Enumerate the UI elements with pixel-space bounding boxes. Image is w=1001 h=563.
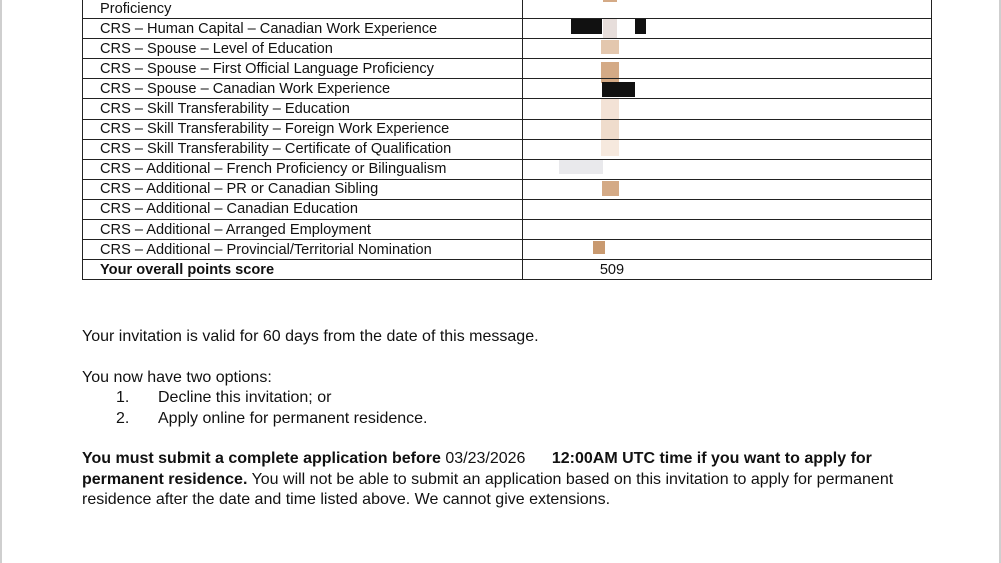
row-score-redacted xyxy=(523,119,932,139)
total-row xyxy=(83,260,932,280)
redaction-block xyxy=(602,82,635,97)
deadline-notice xyxy=(82,449,952,511)
row-score-redacted xyxy=(523,79,932,99)
redaction-block xyxy=(571,19,602,34)
table-row xyxy=(83,179,932,199)
row-label: CRS – Spouse – Canadian Work Experience xyxy=(83,79,523,99)
redaction-block xyxy=(559,160,603,174)
redaction-block xyxy=(635,19,646,34)
table-row xyxy=(83,240,932,260)
row-score-redacted xyxy=(523,59,932,79)
row-score-redacted xyxy=(523,99,932,119)
row-score-redacted xyxy=(523,39,932,59)
row-label: CRS – Additional – Provincial/Territorial Nomination xyxy=(83,240,523,260)
table-row xyxy=(83,19,932,39)
list-item-number: 2. xyxy=(116,409,130,427)
table-row xyxy=(83,39,932,59)
list-item xyxy=(82,388,428,409)
row-score-redacted xyxy=(523,19,932,39)
row-score-redacted xyxy=(523,0,932,19)
table-row xyxy=(83,0,932,19)
redaction-block xyxy=(601,40,619,54)
row-label: Proficiency xyxy=(83,0,523,19)
redaction-block xyxy=(603,0,617,2)
row-label: CRS – Skill Transferability – Foreign Work Experience xyxy=(83,119,523,139)
validity-notice: Your invitation is valid for 60 days from the date of this message. xyxy=(82,328,539,345)
row-label: CRS – Spouse – Level of Education xyxy=(83,39,523,59)
table-row xyxy=(83,79,932,99)
row-label: CRS – Skill Transferability – Education xyxy=(83,99,523,119)
page-edge-left xyxy=(0,0,2,563)
redaction-block xyxy=(601,99,619,119)
row-score-redacted xyxy=(523,240,932,260)
list-item xyxy=(82,409,428,430)
row-label: CRS – Additional – Canadian Education xyxy=(83,199,523,219)
row-label: CRS – Additional – French Proficiency or Bilingualism xyxy=(83,159,523,179)
table-row xyxy=(83,99,932,119)
table-row xyxy=(83,159,932,179)
redaction-block xyxy=(601,120,619,140)
redaction-block xyxy=(601,62,619,78)
row-label: CRS – Additional – PR or Canadian Sibling xyxy=(83,179,523,199)
table-row xyxy=(83,59,932,79)
row-score-redacted xyxy=(523,220,932,240)
table-row xyxy=(83,199,932,219)
deadline-bold-time: 12:00AM UTC time if you want to apply for permanent residence. xyxy=(82,450,872,488)
table-row xyxy=(83,119,932,139)
deadline-date: 03/23/2026 xyxy=(445,450,526,467)
row-label: CRS – Skill Transferability – Certificate of Qualification xyxy=(83,139,523,159)
total-score-value: 509 xyxy=(523,260,932,280)
total-label: Your overall points score xyxy=(83,260,523,280)
row-score-redacted xyxy=(523,159,932,179)
deadline-rest: You will not be able to submit an application based on this invitation to apply for permanent residence after the date and time listed above. We cannot give extensions. xyxy=(82,470,894,508)
redaction-block xyxy=(601,140,619,156)
table-row xyxy=(83,139,932,159)
row-label: CRS – Spouse – First Official Language Proficiency xyxy=(83,59,523,79)
row-score-redacted xyxy=(523,179,932,199)
table-row xyxy=(83,220,932,240)
row-score-redacted xyxy=(523,199,932,219)
crs-points-table xyxy=(82,0,932,280)
deadline-bold-start: You must submit a complete application before xyxy=(82,450,441,467)
list-item-text: Apply online for permanent residence. xyxy=(158,409,428,427)
redaction-block xyxy=(602,181,619,196)
list-item-text: Decline this invitation; or xyxy=(158,389,332,406)
row-label: CRS – Human Capital – Canadian Work Experience xyxy=(83,19,523,39)
redaction-block xyxy=(593,241,605,254)
row-score-redacted xyxy=(523,139,932,159)
list-item-number: 1. xyxy=(116,389,130,406)
row-label: CRS – Additional – Arranged Employment xyxy=(83,220,523,240)
redaction-block xyxy=(603,19,617,39)
options-intro: You now have two options: xyxy=(82,369,272,386)
options-list xyxy=(82,388,428,429)
